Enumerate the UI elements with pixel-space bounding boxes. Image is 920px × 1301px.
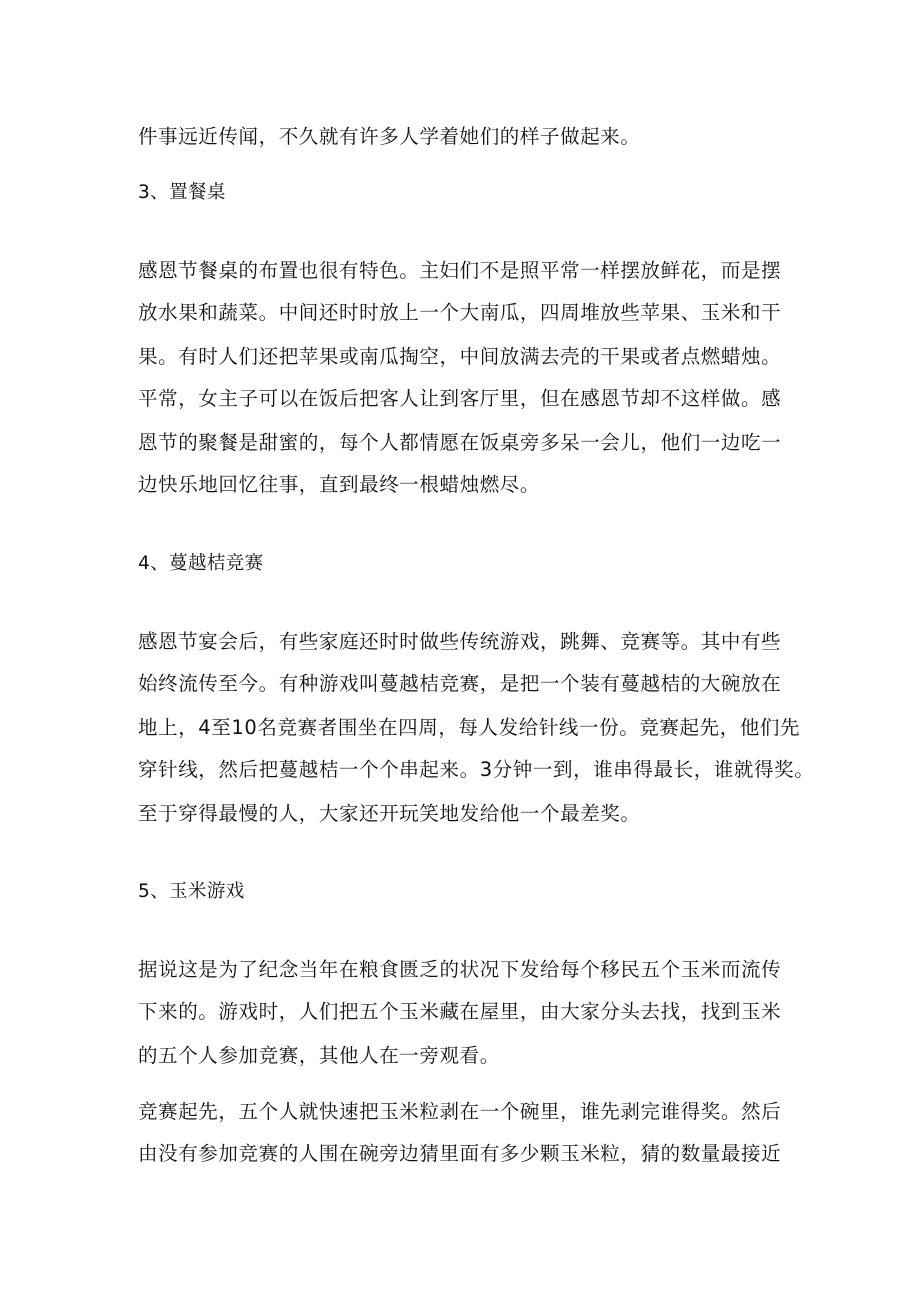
section-heading-5: 5、玉米游戏 bbox=[138, 881, 245, 902]
paragraph-line: 地上，4至10名竞赛者围坐在四周，每人发给针线一份。竞赛起先，他们先 bbox=[138, 716, 801, 739]
paragraph-line: 的五个人参加竞赛，其他人在一旁观看。 bbox=[138, 1044, 500, 1067]
section-heading-4: 4、蔓越桔竞赛 bbox=[138, 553, 264, 574]
paragraph-line: 感恩节宴会后，有些家庭还时时做些传统游戏，跳舞、竞赛等。其中有些 bbox=[138, 630, 782, 653]
paragraph-line: 平常，女主子可以在饭后把客人让到客厅里，但在感恩节却不这样做。感 bbox=[138, 387, 782, 410]
section-heading-3: 3、置餐桌 bbox=[138, 182, 226, 203]
paragraph-line: 由没有参加竞赛的人围在碗旁边猜里面有多少颗玉米粒，猜的数量最接近 bbox=[138, 1142, 782, 1165]
paragraph-line: 据说这是为了纪念当年在粮食匮乏的状况下发给每个移民五个玉米而流传 bbox=[138, 958, 782, 981]
paragraph-line: 竞赛起先，五个人就快速把玉米粒剥在一个碗里，谁先剥完谁得奖。然后 bbox=[138, 1100, 782, 1123]
paragraph-line: 始终流传至今。有种游戏叫蔓越桔竞赛，是把一个装有蔓越桔的大碗放在 bbox=[138, 672, 782, 695]
paragraph-line: 放水果和蔬菜。中间还时时放上一个大南瓜，四周堆放些苹果、玉米和干 bbox=[138, 301, 782, 324]
paragraph-line: 穿针线，然后把蔓越桔一个个串起来。3分钟一到，谁串得最长，谁就得奖。 bbox=[138, 758, 815, 781]
paragraph-line: 至于穿得最慢的人，大家还开玩笑地发给他一个最差奖。 bbox=[138, 802, 641, 825]
paragraph-line: 感恩节餐桌的布置也很有特色。主妇们不是照平常一样摆放鲜花，而是摆 bbox=[138, 259, 782, 282]
paragraph-line: 边快乐地回忆往事，直到最终一根蜡烛燃尽。 bbox=[138, 473, 541, 496]
intro-line: 件事远近传闻，不久就有许多人学着她们的样子做起来。 bbox=[138, 125, 641, 148]
paragraph-line: 果。有时人们还把苹果或南瓜掏空，中间放满去壳的干果或者点燃蜡烛。 bbox=[138, 345, 782, 368]
paragraph-line: 下来的。游戏时，人们把五个玉米藏在屋里，由大家分头去找，找到玉米 bbox=[138, 1000, 782, 1023]
paragraph-line: 恩节的聚餐是甜蜜的，每个人都情愿在饭桌旁多呆一会儿，他们一边吃一 bbox=[138, 431, 782, 454]
